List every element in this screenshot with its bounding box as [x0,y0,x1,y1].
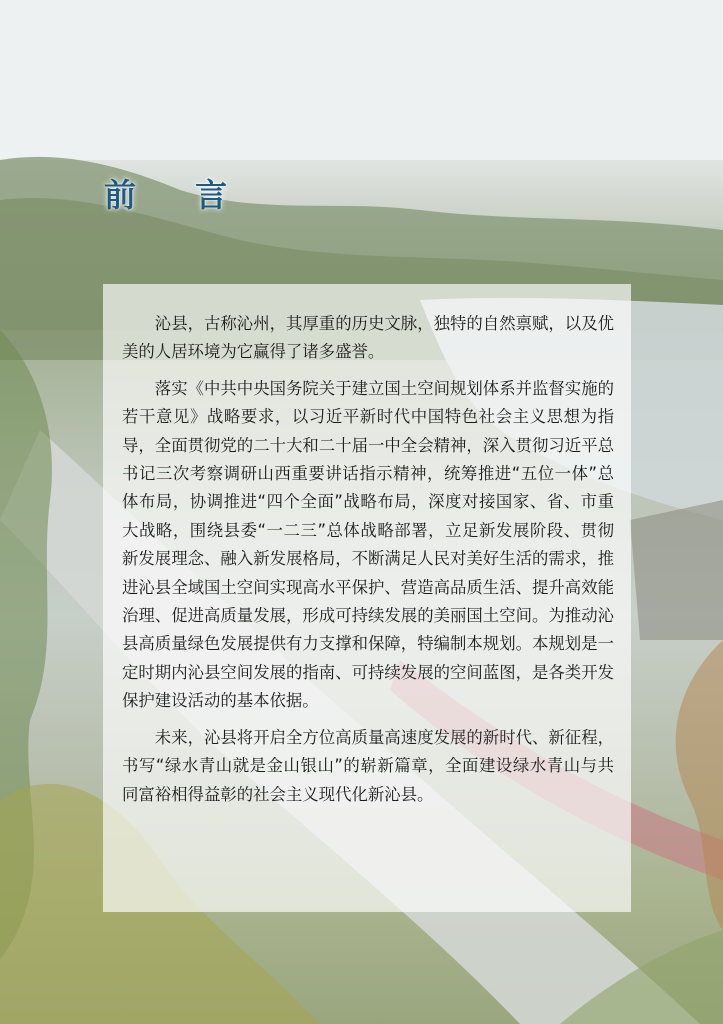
paragraph-intro: 沁县，古称沁州，其厚重的历史文脉，独特的自然禀赋，以及优美的人居环境为它赢得了诸多盛誉。 [122,314,614,362]
page-title: 前 言 [104,176,252,214]
paragraph-strategy: 落实《中共中央国务院关于建立国土空间规划体系并监督实施的若干意见》战略要求，以习近平新时代中国特色社会主义思想为指导，全面贯彻党的二十大和二十届一中全会精神，深入贯彻习近平总书记三次考察调研山西重要讲话指示精神，统筹推进“五位一体”总体布局，协调推进“四个全面”战略布局，深度对接国家、省、市重大战略，围绕县委“一二三”总体战略部署，立足新发展阶段、贯彻新发展理念、融入新发展格局，不断满足人民对美好生活的需求，推进沁县全域国土空间实现高水平保护、营造高品质生活、提升高效能治理、促进高质量发展，形成可持续发展的美丽国土空间。为推动沁县高质量绿色发展提供有力支撑和保障，特编制本规划。本规划是一定时期内沁县空间发展的指南、可持续发展的空间蓝图，是各类开发保护建设活动的基本依据。 [122,378,614,711]
paragraph-future: 未来，沁县将开启全方位高质量高速度发展的新时代、新征程，书写“绿水青山就是金山银山”的崭新篇章，全面建设绿水青山与共同富裕相得益彰的社会主义现代化新沁县。 [122,727,614,804]
body-text [122,310,614,817]
